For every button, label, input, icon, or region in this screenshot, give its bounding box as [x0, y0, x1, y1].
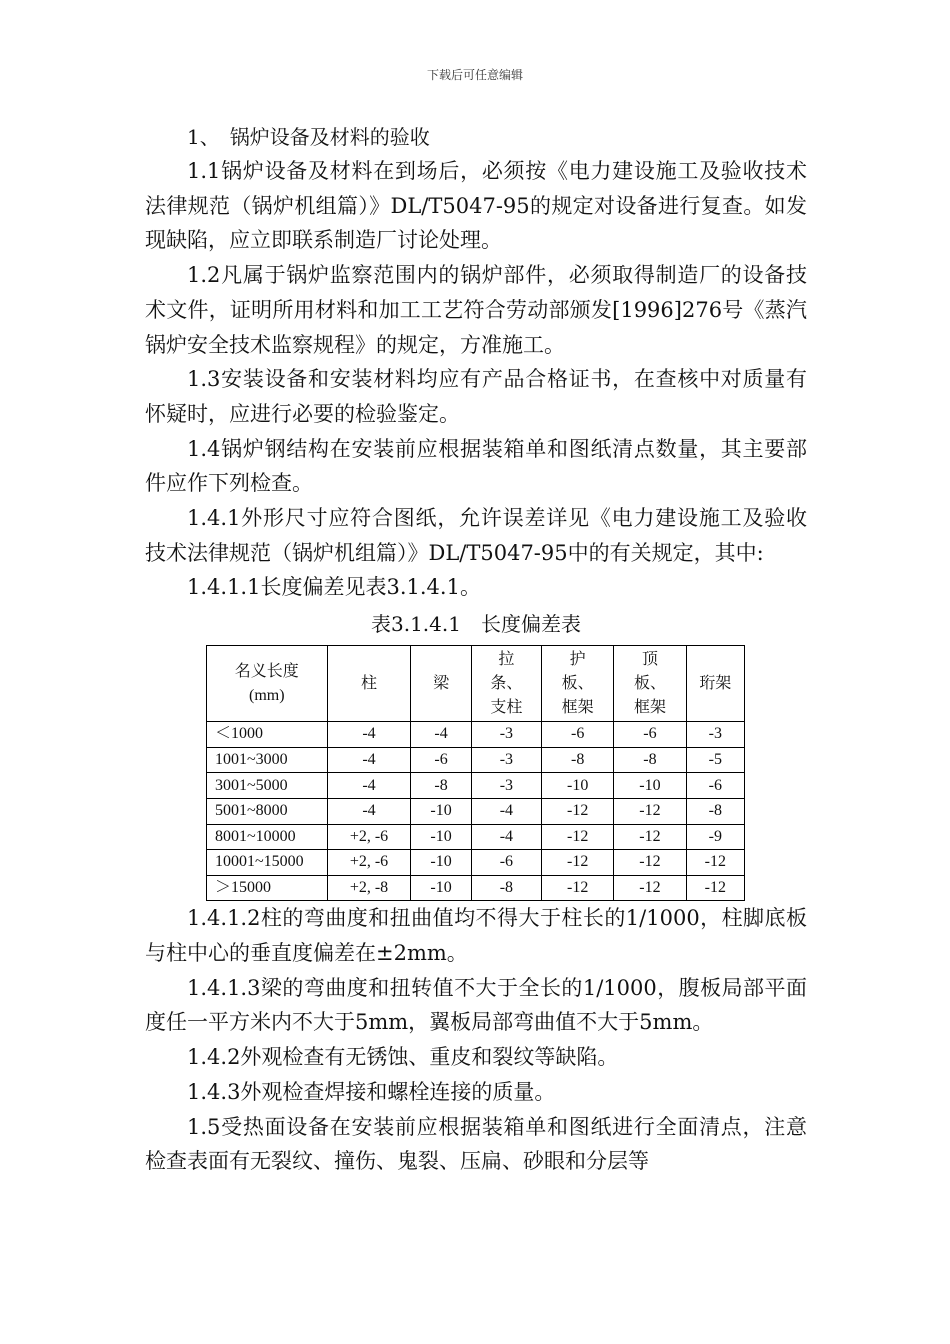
nominal-length-cell: ＜1000	[207, 722, 328, 748]
deviation-cell: -12	[542, 875, 614, 901]
deviation-cell: -12	[614, 824, 686, 850]
nominal-length-cell: 3001~5000	[207, 773, 328, 799]
deviation-cell: -6	[686, 773, 744, 799]
deviation-cell: +2, -6	[327, 824, 411, 850]
deviation-cell: -10	[411, 824, 471, 850]
deviation-cell: -8	[614, 747, 686, 773]
deviation-cell: -4	[327, 798, 411, 824]
nominal-length-cell: 1001~3000	[207, 747, 328, 773]
paragraph-1-4-2: 1.4.2外观检查有无锈蚀、重皮和裂纹等缺陷。	[187, 1045, 619, 1070]
deviation-cell: -10	[411, 875, 471, 901]
deviation-cell: -3	[686, 722, 744, 748]
deviation-cell: -10	[614, 773, 686, 799]
deviation-cell: -3	[471, 773, 541, 799]
page-header: 下载后可任意编辑	[426, 68, 523, 82]
paragraph-1-2: 1.2凡属于锅炉监察范围内的锅炉部件，必须取得制造厂的设备技术文件，证明所用材料和加工工艺符合劳动部颁发[1996]276号《蒸汽锅炉安全技术监察规程》的规定，方准施工。	[145, 263, 807, 357]
header-tie-support: 拉 条、 支柱	[471, 646, 541, 722]
deviation-cell: -5	[686, 747, 744, 773]
deviation-cell: -10	[411, 850, 471, 876]
paragraph-1-4-1: 1.4.1外形尺寸应符合图纸，允许误差详见《电力建设施工及验收技术法律规范（锅炉机组篇）》DL/T5047-95中的有关规定，其中:	[145, 506, 807, 565]
deviation-cell: -10	[411, 798, 471, 824]
header-roof-frame: 顶 板、 框架	[614, 646, 686, 722]
deviation-cell: -6	[614, 722, 686, 748]
table-row	[207, 722, 745, 748]
table-row	[207, 773, 745, 799]
paragraph-1-5: 1.5受热面设备在安装前应根据装箱单和图纸进行全面清点，注意检查表面有无裂纹、撞伤、鬼裂、压扁、砂眼和分层等	[145, 1114, 807, 1174]
table-row	[207, 850, 745, 876]
section-title: 1、 锅炉设备及材料的验收	[187, 125, 430, 149]
paragraph-1-3: 1.3安装设备和安装材料均应有产品合格证书，在查核中对质量有怀疑时，应进行必要的检验鉴定。	[145, 367, 807, 426]
deviation-cell: -3	[471, 722, 541, 748]
deviation-cell: -4	[327, 773, 411, 799]
nominal-length-cell: 5001~8000	[207, 798, 328, 824]
deviation-cell: -12	[542, 824, 614, 850]
deviation-cell: -12	[542, 798, 614, 824]
deviation-cell: -3	[471, 747, 541, 773]
deviation-cell: -12	[686, 875, 744, 901]
deviation-cell: -12	[614, 850, 686, 876]
header-nominal-length: 名义长度 (mm)	[207, 646, 328, 722]
deviation-cell: -12	[542, 850, 614, 876]
nominal-length-cell: 10001~15000	[207, 850, 328, 876]
deviation-cell: -12	[686, 850, 744, 876]
nominal-length-cell: ＞15000	[207, 875, 328, 901]
deviation-cell: -4	[471, 798, 541, 824]
header-guard-frame: 护 板、 框架	[542, 646, 614, 722]
deviation-cell: -12	[614, 798, 686, 824]
table-header-row	[207, 646, 745, 722]
deviation-cell: -9	[686, 824, 744, 850]
paragraph-1-1: 1.1锅炉设备及材料在到场后，必须按《电力建设施工及验收技术法律规范（锅炉机组篇）》DL/T5047-95的规定对设备进行复查。如发现缺陷，应立即联系制造厂讨论处理。	[145, 159, 807, 253]
header-truss: 珩架	[686, 646, 744, 722]
deviation-cell: -12	[614, 875, 686, 901]
deviation-cell: -10	[542, 773, 614, 799]
table-row	[207, 747, 745, 773]
deviation-cell: -4	[327, 747, 411, 773]
header-beam: 梁	[411, 646, 471, 722]
table-row	[207, 798, 745, 824]
deviation-cell: +2, -6	[327, 850, 411, 876]
deviation-cell: -6	[411, 747, 471, 773]
deviation-cell: -4	[411, 722, 471, 748]
paragraph-1-4-1-3: 1.4.1.3梁的弯曲度和扭转值不大于全长的1/1000，腹板局部平面度任一平方米内不大于5mm，翼板局部弯曲值不大于5mm。	[145, 975, 807, 1035]
length-deviation-table	[206, 645, 745, 901]
paragraph-1-4: 1.4锅炉钢结构在安装前应根据装箱单和图纸清点数量，其主要部件应作下列检查。	[145, 436, 807, 496]
deviation-cell: -4	[327, 722, 411, 748]
paragraph-1-4-1-1: 1.4.1.1长度偏差见表3.1.4.1。	[187, 575, 481, 600]
paragraph-1-4-1-2: 1.4.1.2柱的弯曲度和扭曲值均不得大于柱长的1/1000，柱脚底板与柱中心的垂直度偏差在±2mm。	[145, 906, 807, 965]
document-body	[145, 120, 807, 1179]
deviation-cell: +2, -8	[327, 875, 411, 901]
header-column: 柱	[327, 646, 411, 722]
table-caption: 表3.1.4.1 长度偏差表	[371, 612, 581, 637]
paragraph-1-4-3: 1.4.3外观检查焊接和螺栓连接的质量。	[187, 1079, 556, 1104]
deviation-cell: -8	[686, 798, 744, 824]
table-row	[207, 875, 745, 901]
table-row	[207, 824, 745, 850]
deviation-cell: -8	[542, 747, 614, 773]
deviation-cell: -8	[411, 773, 471, 799]
deviation-cell: -6	[542, 722, 614, 748]
deviation-cell: -4	[471, 824, 541, 850]
deviation-cell: -8	[471, 875, 541, 901]
deviation-cell: -6	[471, 850, 541, 876]
nominal-length-cell: 8001~10000	[207, 824, 328, 850]
